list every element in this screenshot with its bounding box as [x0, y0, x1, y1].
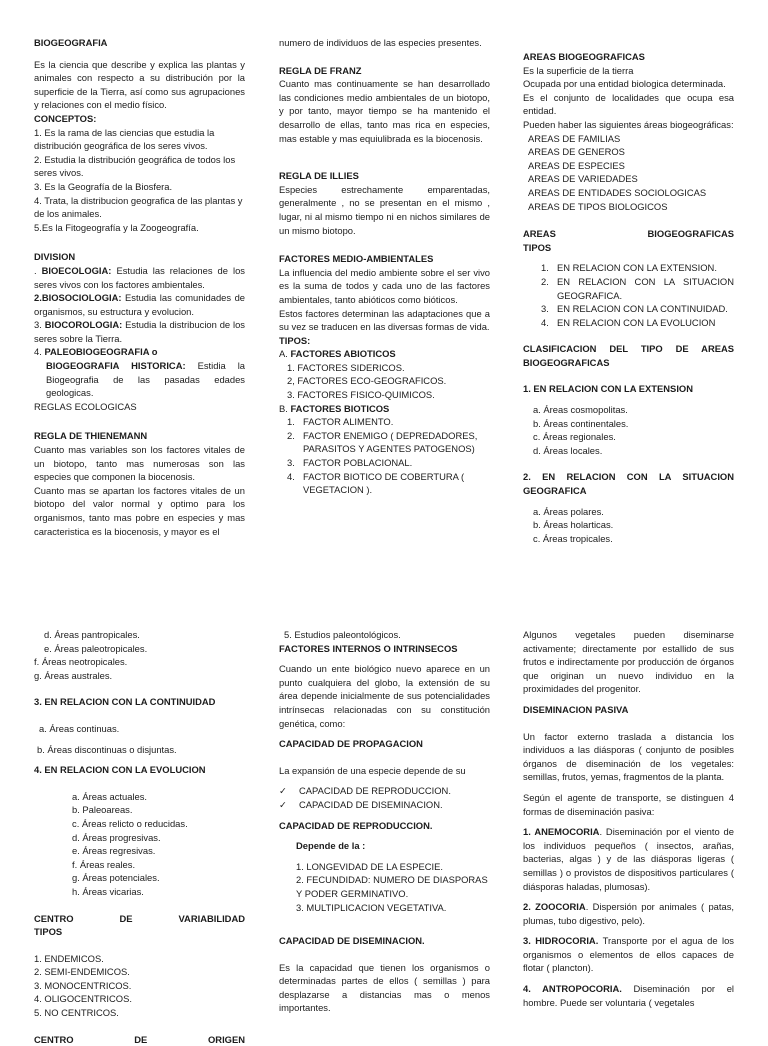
bioticos-prefix: B. — [279, 402, 291, 414]
list-item: b. Áreas holarticas. — [533, 519, 614, 531]
heading-word: ORIGEN — [208, 1033, 245, 1045]
list-item: 1. FACTORES SIDERICOS. — [287, 361, 405, 373]
list-item: d. Áreas locales. — [533, 444, 603, 456]
item-text: FACTOR BIOTICO DE COBERTURA ( VEGETACION ). — [303, 470, 465, 496]
list-item: 4. OLIGOCENTRICOS. — [34, 993, 132, 1005]
division-item-historica — [34, 359, 245, 400]
list-item: AREAS DE VARIEDADES — [528, 173, 638, 185]
centro-origen-heading — [34, 1033, 245, 1046]
diseminacion-activa-paragraph: Algunos vegetales pueden diseminarse activamente; directamente por estallido de sus frutos e indirectamente por producción de órganos que originan un nuevo individuo en la proximidades del progenitor. — [523, 629, 734, 695]
list-item: 2. FECUNDIDAD: NUMERO DE DIASPORAS Y PODER GERMINATIVO. — [296, 874, 488, 899]
division-text: Estudia las relaciones de los seres vivos con los factores ambientales. — [34, 264, 245, 290]
list-item: b. Áreas discontinuas o disjuntas. — [37, 743, 177, 755]
propagacion-heading: CAPACIDAD DE PROPAGACION — [279, 738, 423, 750]
abioticos-heading — [279, 347, 490, 361]
list-item: 2, FACTORES ECO-GEOGRAFICOS. — [287, 375, 447, 387]
division-prefix: . — [34, 264, 42, 276]
item-number: 4. — [541, 316, 549, 328]
column-biogeografia — [34, 36, 245, 538]
diseminacion-paragraph: Es la capacidad que tienen los organismos o determinadas partes de ellos ( semillas ) para desplazarse a distancias mas o menos importantes. — [279, 961, 490, 1014]
factores-paragraph-1: La influencia del medio ambiente sobre el ser vivo es la suma de todos y cada uno de las factores ambientales, tanto abióticos como bióticos. — [279, 266, 490, 305]
continued-paragraph: numero de individuos de las especies presentes. — [279, 37, 482, 48]
definition-paragraph: Es la ciencia que describe y explica las plantas y animales con respecto a su distribución por la superficie de la Tierra, así como sus agrupaciones y relaciones con el medio físico. — [34, 58, 245, 111]
list-item: a. Áreas polares. — [533, 505, 604, 517]
list-item — [541, 275, 734, 302]
thienemann-rule-1: Cuanto mas variables son los factores vitales de un biotopo, tanto mas numerosas son las especies que componen la biocenosis. — [34, 444, 245, 483]
list-item — [541, 261, 734, 275]
item-number: 1. — [287, 416, 295, 428]
division-term: BIOGEOGRAFIA HISTORICA: — [46, 360, 186, 372]
list-item — [279, 429, 490, 456]
list-item — [279, 784, 490, 798]
item-number: 2. — [287, 429, 295, 441]
franz-rule: Cuanto mas continuamente se han desarrollado las condiciones medio ambientales de un biotopo, y por tanto, mayor tiempo se ha mantenido el desarrollo de ellas, tanto mas rica en especies, mas estable y mas equiulibrada es la biocenosis. — [279, 78, 490, 144]
heading-word: CENTRO — [34, 1033, 74, 1045]
thienemann-heading: REGLA DE THIENEMANN — [34, 430, 148, 442]
areas-heading: AREAS BIOGEOGRAFICAS — [523, 51, 645, 62]
item-text: CAPACIDAD DE DISEMINACION. — [299, 798, 443, 810]
conceptos-heading: CONCEPTOS: — [34, 112, 97, 124]
list-item — [279, 798, 490, 812]
list-item: g. Áreas potenciales. — [72, 872, 160, 884]
list-item: 5. Estudios paleontológicos. — [284, 629, 401, 640]
division-item-paleobiogeografia — [34, 345, 245, 359]
list-item: AREAS DE GENEROS — [528, 146, 625, 158]
heading-word: DE — [134, 1033, 148, 1045]
extension-heading: 1. EN RELACION CON LA EXTENSION — [523, 383, 693, 395]
illies-heading: REGLA DE ILLIES — [279, 170, 359, 182]
list-item — [541, 316, 734, 330]
column-reglas — [279, 36, 490, 497]
forma-text: . Dispersión por animales ( patas, plumas, tubo digestivo, pelo). — [523, 901, 734, 926]
situacion-heading: 2. EN RELACION CON LA SITUACION GEOGRAFICA — [523, 471, 734, 497]
factores-internos-paragraph: Cuando un ente biológico nuevo aparece en un punto cualquiera del globo, la extensión de su área depende inicialmente de sus potencialidades intrínsecas relacionadas con su constitución genética, como: — [279, 663, 490, 729]
list-item: AREAS DE FAMILIAS — [528, 132, 621, 144]
list-item: c. Áreas regionales. — [533, 431, 616, 443]
forma-zoocoria — [523, 900, 734, 927]
item-text: FACTOR POBLACIONAL. — [303, 457, 413, 469]
reglas-ecologicas: REGLAS ECOLOGICAS — [34, 400, 137, 412]
list-item: b. Paleoareas. — [72, 804, 133, 816]
heading-word: VARIABILIDAD — [178, 912, 245, 924]
forma-term: 4. ANTROPOCORIA. — [523, 983, 622, 995]
continuidad-heading: 3. EN RELACION CON LA CONTINUIDAD — [34, 696, 216, 708]
division-item-biosociologia — [34, 291, 245, 318]
heading-word: AREAS — [523, 228, 556, 240]
reproduccion-heading: CAPACIDAD DE REPRODUCCION. — [279, 819, 433, 831]
abioticos-label: FACTORES ABIOTICOS — [290, 348, 396, 360]
list-item: a. Áreas cosmopolitas. — [533, 404, 628, 416]
forma-term: 2. ZOOCORIA — [523, 901, 586, 913]
depende-label: Depende de la : — [296, 840, 366, 852]
centro-list — [34, 952, 245, 1020]
list-item: g. Áreas australes. — [34, 669, 113, 681]
division-term: PALEOBIOGEOGRAFIA o — [44, 346, 158, 358]
factores-internos-heading: FACTORES INTERNOS O INTRINSECOS — [279, 642, 458, 654]
item-number: 2. — [541, 275, 549, 287]
forma-term: 1. ANEMOCORIA — [523, 826, 600, 838]
item-text: EN RELACION CON LA SITUACION GEOGRAFICA. — [557, 275, 734, 301]
list-item: 3. MONOCENTRICOS. — [34, 979, 132, 991]
propagacion-paragraph: La expansión de una especie depende de su — [279, 764, 466, 776]
heading-word: BIOGEOGRAFICAS — [647, 228, 734, 240]
list-item: 1. ENDEMICOS. — [34, 952, 104, 964]
list-item: d. Áreas pantropicales. — [44, 629, 140, 640]
heading-word: DE — [119, 912, 133, 924]
checkmark-icon: ✓ — [279, 798, 287, 810]
forma-hidrocoria — [523, 934, 734, 975]
list-item: 3. FACTORES FISICO-QUIMICOS. — [287, 389, 435, 401]
list-item: 3. Es la Geografía de la Biosfera. — [34, 180, 173, 192]
list-item: 5.Es la Fitogeografía y la Zoogeografía. — [34, 221, 199, 233]
forma-anemocoria — [523, 825, 734, 893]
list-item: 2. SEMI-ENDEMICOS. — [34, 966, 130, 978]
list-item: f. Áreas neotropicales. — [34, 656, 128, 668]
division-text: Estidia la Biogeografia de las pasadas edades geologicas. — [46, 360, 245, 399]
factores-paragraph-2: Estos factores determinan las adaptaciones que a su vez se traducen en las diversas formas de vida. — [279, 307, 490, 333]
division-term: BIOCOROLOGIA: — [44, 319, 123, 331]
list-item: 2. Estudia la distribución geográfica de todos los seres vivos. — [34, 153, 236, 179]
item-number: 4. — [287, 470, 295, 482]
areas-line-2: Ocupada por una entidad biologica determinada. — [523, 78, 726, 90]
list-item: AREAS DE ESPECIES — [528, 159, 625, 171]
list-item — [279, 415, 490, 429]
bioticos-label: FACTORES BIOTICOS — [290, 402, 390, 414]
division-prefix: 4. — [34, 346, 45, 358]
division-text: Estudia las comunidades de organismos, su estructura y evolucion. — [34, 292, 245, 317]
item-text: EN RELACION CON LA EXTENSION. — [557, 262, 717, 274]
clasificacion-heading: CLASIFICACION DEL TIPO DE AREAS BIOGEOGRAFICAS — [523, 343, 734, 368]
list-item: c. Áreas relicto o reducidas. — [72, 817, 188, 829]
diseminacion-pasiva-paragraph: Un factor externo traslada a distancia los individuos a las diásporas ( conjunto de posibles órganos de diseminación de los vegetales: semillas, frutos, yemas, fragmentos de la planta. — [523, 730, 734, 783]
list-item: 1. Es la rama de las ciencias que estudia la distribución geográfica de los seres vivos. — [34, 126, 215, 152]
list-item: f. Áreas reales. — [72, 858, 136, 870]
areas-line-3: Es el conjunto de localidades que ocupa esa entidad. — [523, 91, 734, 117]
list-item: h. Áreas vicarias. — [72, 885, 144, 897]
section-title-biogeografia: BIOGEOGRAFIA — [34, 37, 108, 48]
list-item: e. Áreas paleotropicales. — [44, 642, 148, 654]
forma-antropocoria — [523, 982, 734, 1009]
areas-line-4: Pueden haber las siguientes áreas biogeográficas: — [523, 118, 734, 130]
column-diseminacion — [523, 628, 734, 1009]
list-item: d. Áreas progresivas. — [72, 831, 161, 843]
diseminacion-heading: CAPACIDAD DE DISEMINACION. — [279, 935, 425, 947]
item-number: 3. — [287, 457, 295, 469]
list-item — [541, 302, 734, 316]
areas-list — [523, 132, 734, 214]
item-text: FACTOR ENEMIGO ( DEPREDADORES, PARASITOS Y AGENTES PATOGENOS) — [303, 429, 478, 455]
division-item-bioecologia — [34, 264, 245, 291]
bioticos-heading — [279, 402, 490, 416]
column-areas-cont — [34, 628, 245, 1046]
list-item: a. Áreas actuales. — [72, 790, 148, 802]
factores-heading: FACTORES MEDIO-AMBIENTALES — [279, 253, 434, 265]
division-term: 2.BIOSOCIOLOGIA: — [34, 292, 122, 304]
areas-line-1: Es la superficie de la tierra — [523, 64, 634, 76]
item-text: EN RELACION CON LA CONTINUIDAD. — [557, 303, 728, 315]
list-item — [279, 470, 490, 497]
list-item: c. Áreas tropicales. — [533, 532, 613, 544]
list-item — [279, 456, 490, 470]
item-text: CAPACIDAD DE REPRODUCCION. — [299, 785, 451, 797]
forma-text: Transporte por el agua de los organismos o elementos de ellos capaces de flotar ( plancton). — [523, 935, 734, 974]
item-number: 1. — [541, 262, 549, 274]
abioticos-prefix: A. — [279, 348, 291, 360]
thienemann-rule-2: Cuanto mas se apartan los factores vitales de un biotopo del valor normal y optimo para los organismos, tanto mas pobre en especies y mas caracteristica es la biocenosis, y mayor es el — [34, 484, 245, 537]
division-text: Estudia la distribucion de los seres sobre la Tierra. — [34, 319, 245, 344]
forma-text: Diseminación por el hombre. Puede ser voluntaria ( vegetales — [523, 983, 734, 1008]
centro-tipos-heading: TIPOS — [34, 926, 63, 938]
division-heading: DIVISION — [34, 251, 76, 263]
division-prefix: 3. — [34, 319, 45, 331]
agente-paragraph: Según el agente de transporte, se distinguen 4 formas de diseminación pasiva: — [523, 791, 734, 817]
division-item-biocorologia — [34, 318, 245, 345]
situacion-list — [523, 505, 734, 546]
tipos-heading — [523, 227, 734, 241]
list-item: a. Áreas continuas. — [39, 722, 120, 734]
centro-variabilidad-heading — [34, 912, 245, 926]
item-text: EN RELACION CON LA EVOLUCION — [557, 316, 716, 328]
division-term: BIOECOLOGIA: — [41, 264, 112, 276]
list-item: 1. LONGEVIDAD DE LA ESPECIE. — [296, 860, 443, 872]
list-item: b. Áreas continentales. — [533, 417, 629, 429]
heading-word: CENTRO — [34, 912, 74, 924]
list-item: 3. MULTIPLICACION VEGETATIVA. — [296, 901, 447, 913]
diseminacion-pasiva-heading: DISEMINACION PASIVA — [523, 703, 629, 715]
forma-text: . Diseminación por el viento de los individuos pequeños ( insectos, arañas, bacterias, algas ) y de las diásporas ligeras ( semillas ) o provistos de dispositivos particulares ( diásporas haladas, plumosas). — [523, 826, 734, 892]
tipos-list — [523, 261, 734, 329]
conceptos-list — [34, 126, 245, 235]
forma-term: 3. HIDROCORIA. — [523, 935, 599, 947]
depende-list — [279, 860, 490, 914]
item-text: FACTOR ALIMENTO. — [303, 416, 394, 428]
column-areas — [523, 50, 734, 545]
list-item: AREAS DE TIPOS BIOLOGICOS — [528, 200, 668, 212]
extension-list — [523, 403, 734, 457]
illies-rule: Especies estrechamente emparentadas, generalmente , no se presentan en el mismo , lugar, ni al mismo tiempo ni en nichos similares de un mismo biotopo. — [279, 183, 490, 236]
column-factores-internos — [279, 628, 490, 1015]
item-number: 3. — [541, 303, 549, 315]
list-item: AREAS DE ENTIDADES SOCIOLOGICAS — [528, 186, 707, 198]
list-item: 4. Trata, la distribucion geografica de las plantas y de los animales. — [34, 194, 243, 220]
franz-heading: REGLA DE FRANZ — [279, 64, 362, 76]
evolucion-list — [34, 790, 245, 899]
checkmark-icon: ✓ — [279, 785, 287, 797]
tipos-heading: TIPOS: — [279, 334, 311, 346]
list-item: e. Áreas regresivas. — [72, 845, 156, 857]
evolucion-heading: 4. EN RELACION CON LA EVOLUCION — [34, 764, 206, 776]
list-item: 5. NO CENTRICOS. — [34, 1007, 119, 1019]
tipos-heading-cont: TIPOS — [523, 241, 552, 253]
